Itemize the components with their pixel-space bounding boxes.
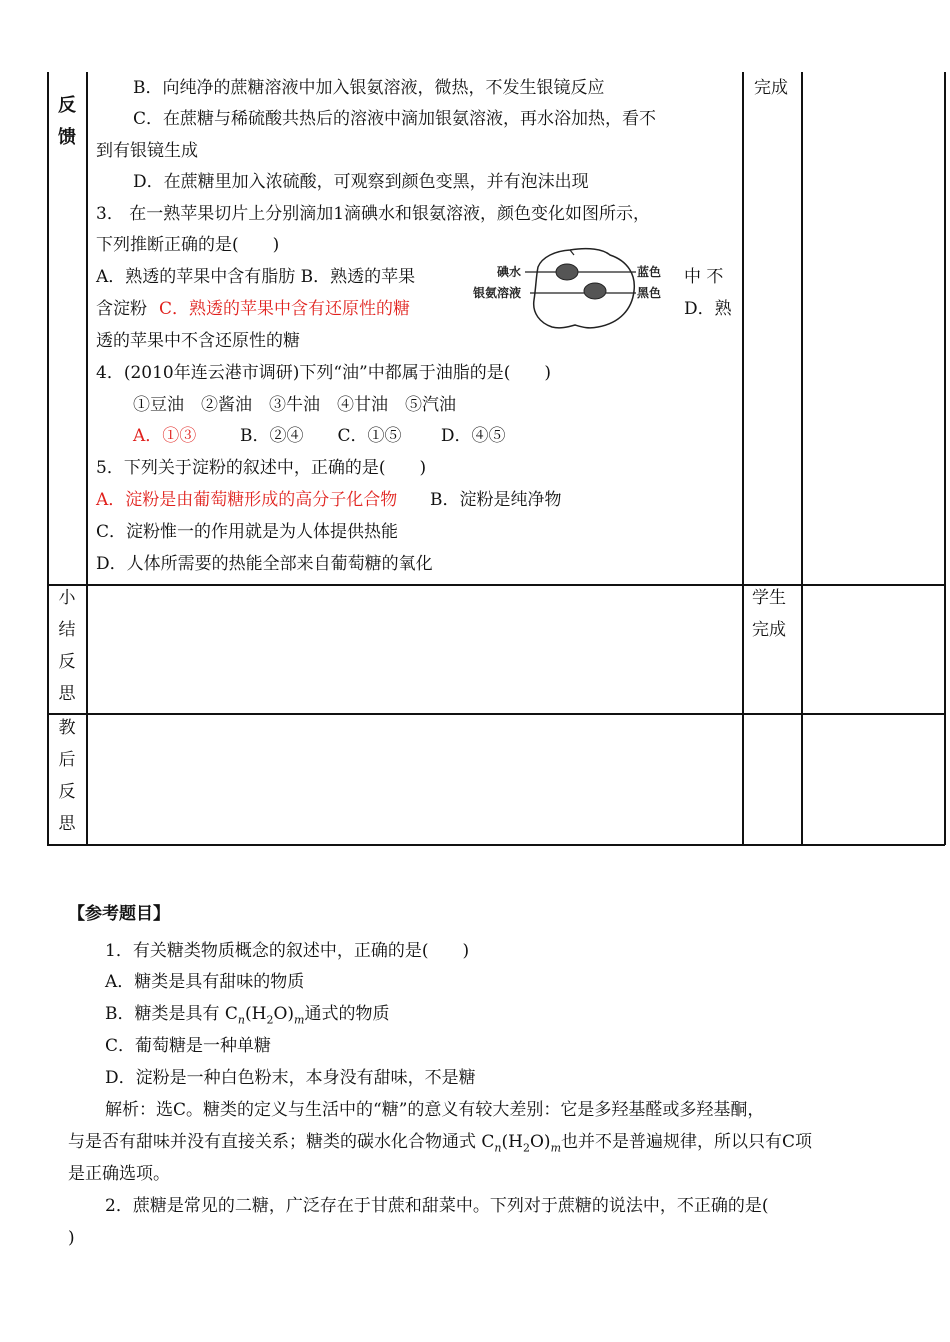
question-3-line-1: 3． 在一熟苹果切片上分别滴加1滴碘水和银氨溶液，颜色变化如图所示， — [96, 204, 651, 224]
question-3-option-b2: 含淀粉 — [96, 299, 147, 319]
table-border-bottom — [47, 844, 945, 846]
table-border-right — [944, 72, 946, 845]
table-border-left — [47, 72, 49, 845]
question-3-line-2: 下列推断正确的是( ) — [96, 235, 280, 255]
apple-slice-figure — [470, 245, 680, 335]
question-4-other-options: B．②④ C．①⑤ D．④⑤ — [240, 426, 506, 446]
ref-q1-option-d: D．淀粉是一种白色粉末，本身没有甜味，不是糖 — [105, 1068, 476, 1088]
ref-q1-option-a: A．糖类是具有甜味的物质 — [105, 972, 305, 992]
black-label: 黑色 — [637, 286, 662, 300]
table-border-col2 — [742, 72, 744, 845]
question-3-tail-2: D．熟 — [684, 299, 732, 319]
question-3-option-c: C．熟透的苹果中含有还原性的糖 — [159, 299, 411, 319]
table-row-divider-2 — [47, 713, 945, 715]
question-5: 5．下列关于淀粉的叙述中，正确的是( ) — [96, 458, 427, 478]
ref-analysis-line-1: 解析：选C。糖类的定义与生活中的“糖”的意义有较大差别：它是多羟基醛或多羟基酮， — [105, 1100, 765, 1120]
question-5-option-d: D．人体所需要的热能全部来自葡萄糖的氧化 — [96, 554, 433, 574]
apple-slice-outline — [534, 249, 635, 328]
question-5-option-b: B．淀粉是纯净物 — [430, 490, 562, 510]
option-b-line: B．向纯净的蔗糖溶液中加入银氨溶液，微热，不发生银镜反应 — [133, 78, 605, 98]
table-border-col1 — [86, 72, 88, 845]
table-row-divider-1 — [47, 584, 945, 586]
question-5-option-c: C．淀粉惟一的作用就是为人体提供热能 — [96, 522, 399, 542]
table-border-col3 — [801, 72, 803, 845]
question-3-tail-1: 中 不 — [684, 267, 724, 287]
ref-analysis-line-2: 与是否有甜味并没有直接关系；糖类的碳水化合物通式 $C_n(H_2O)_m$也并不是普遍规律，所以只有C项 — [68, 1132, 813, 1155]
feedback-status: 完成 — [754, 78, 788, 98]
silver-spot — [584, 283, 606, 299]
ref-q1-option-c: C．葡萄糖是一种单糖 — [105, 1036, 272, 1056]
ref-q1-option-b: B．糖类是具有 $C_n(H_2O)_m$通式的物质 — [105, 1004, 390, 1027]
ref-question-1: 1．有关糖类物质概念的叙述中，正确的是( ) — [105, 941, 470, 961]
question-5-option-a: A．淀粉是由葡萄糖形成的高分子化合物 — [96, 490, 398, 510]
reference-heading: 【参考题目】 — [68, 904, 170, 924]
iodine-spot — [556, 264, 578, 280]
ref-question-2-line-2: ) — [68, 1228, 75, 1248]
question-4-option-a: A．①③ — [133, 426, 197, 446]
option-c-line-1: C．在蔗糖与稀硫酸共热后的溶液中滴加银氨溶液，再水浴加热，看不 — [133, 109, 657, 129]
option-d-line: D．在蔗糖里加入浓硫酸，可观察到颜色变黑，并有泡沫出现 — [133, 172, 589, 192]
question-3-option-d: 透的苹果中不含还原性的糖 — [96, 331, 300, 351]
ref-analysis-line-3: 是正确选项。 — [68, 1164, 170, 1184]
question-4-items: ①豆油 ②酱油 ③牛油 ④甘油 ⑤汽油 — [133, 395, 456, 415]
summary-label: 小 结 反 思 — [58, 588, 76, 704]
feedback-label: 反 馈 — [58, 95, 76, 148]
ref-question-2-line-1: 2．蔗糖是常见的二糖，广泛存在于甘蔗和甜菜中。下列对于蔗糖的说法中，不正确的是( — [105, 1196, 769, 1216]
silver-label: 银氨溶液 — [473, 286, 522, 300]
blue-label: 蓝色 — [637, 265, 662, 279]
summary-status: 学生 完成 — [752, 588, 786, 640]
question-4: 4．(2010年连云港市调研)下列“油”中都属于油脂的是( ) — [96, 363, 551, 383]
after-class-label: 教 后 反 思 — [58, 718, 76, 834]
question-3-option-a: A．熟透的苹果中含有脂肪 B．熟透的苹果 — [96, 267, 416, 287]
option-c-line-2: 到有银镜生成 — [96, 141, 198, 161]
iodine-label: 碘水 — [497, 265, 522, 279]
